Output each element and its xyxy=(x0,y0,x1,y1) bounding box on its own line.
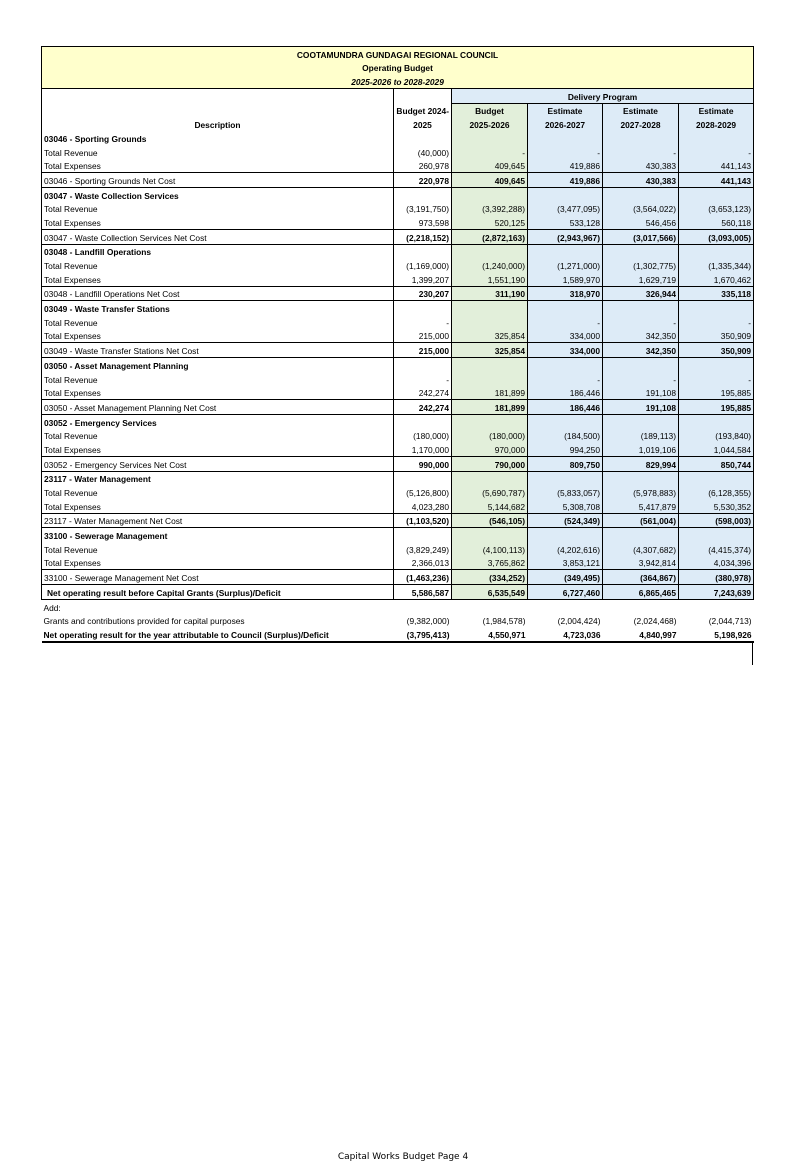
title-row-3 xyxy=(42,74,754,88)
col-est1-head-b: 2026-2027 xyxy=(528,117,603,131)
line-item-value: - xyxy=(603,145,679,159)
net-before-grants-value: 7,243,639 xyxy=(679,585,754,600)
line-item-value: 1,170,000 xyxy=(394,442,452,456)
empty-cell xyxy=(394,244,452,258)
line-item-value xyxy=(452,372,528,386)
net-cost-value: 326,944 xyxy=(603,286,679,301)
empty-cell xyxy=(394,131,452,145)
net-cost-value: 809,750 xyxy=(528,456,603,471)
net-cost-value: 195,885 xyxy=(679,400,754,415)
line-item-value: 181,899 xyxy=(452,386,528,400)
section-heading: 03048 - Landfill Operations xyxy=(42,244,394,258)
line-item-label: Total Expenses xyxy=(42,442,394,456)
empty-cell xyxy=(679,301,754,315)
net-cost-row xyxy=(42,229,754,244)
line-item-label: Total Revenue xyxy=(42,145,394,159)
net-cost-row xyxy=(42,173,754,188)
line-item-label: Total Expenses xyxy=(42,272,394,286)
budget-title: Operating Budget xyxy=(42,61,754,75)
net-cost-value: 350,909 xyxy=(679,343,754,358)
line-item-value: 325,854 xyxy=(452,329,528,343)
col-est1-head-a: Estimate xyxy=(528,103,603,117)
line-item-value: 350,909 xyxy=(679,329,754,343)
empty-cell xyxy=(679,471,754,485)
net-cost-value: (3,093,005) xyxy=(679,229,754,244)
net-cost-value: (3,017,566) xyxy=(603,229,679,244)
net-before-grants-value: 5,586,587 xyxy=(394,585,452,600)
empty-cell xyxy=(528,528,603,542)
net-result-label: Net operating result for the year attributable to Council (Surplus)/Deficit xyxy=(42,627,394,642)
line-item-value: 560,118 xyxy=(679,215,754,229)
col-est3-head-b: 2028-2029 xyxy=(679,117,754,131)
line-item-value: 419,886 xyxy=(528,159,603,173)
line-item-label: Total Expenses xyxy=(42,499,394,513)
line-item-value: 260,978 xyxy=(394,159,452,173)
section-heading-row xyxy=(42,414,754,428)
line-item-value: (1,335,344) xyxy=(679,258,754,272)
line-item-value: 1,629,719 xyxy=(603,272,679,286)
net-cost-value: 829,994 xyxy=(603,456,679,471)
net-cost-value: (1,103,520) xyxy=(394,513,452,528)
line-item-value: 409,645 xyxy=(452,159,528,173)
empty-cell xyxy=(528,358,603,372)
empty-cell xyxy=(679,187,754,201)
net-cost-row xyxy=(42,456,754,471)
line-item-value: 3,942,814 xyxy=(603,556,679,570)
empty-cell xyxy=(603,358,679,372)
empty-cell xyxy=(452,244,528,258)
net-cost-label: 03052 - Emergency Services Net Cost xyxy=(42,456,394,471)
net-cost-value: (349,495) xyxy=(528,570,603,585)
line-item-value: - xyxy=(603,315,679,329)
line-item-value: 3,765,862 xyxy=(452,556,528,570)
line-item-row xyxy=(42,202,754,216)
line-item-value: (193,840) xyxy=(679,429,754,443)
line-item-label: Total Revenue xyxy=(42,542,394,556)
empty-cell xyxy=(452,471,528,485)
line-item-row xyxy=(42,485,754,499)
line-item-value: 3,853,121 xyxy=(528,556,603,570)
empty-cell xyxy=(528,187,603,201)
net-cost-value: 186,446 xyxy=(528,400,603,415)
line-item-value: (5,978,883) xyxy=(603,485,679,499)
line-item-value: (4,415,374) xyxy=(679,542,754,556)
empty-cell xyxy=(452,414,528,428)
line-item-value: (1,169,000) xyxy=(394,258,452,272)
add-row xyxy=(42,599,754,613)
net-cost-value: (364,867) xyxy=(603,570,679,585)
empty-cell xyxy=(679,244,754,258)
net-cost-value: (561,004) xyxy=(603,513,679,528)
capital-grants-value: (1,984,578) xyxy=(482,616,526,627)
empty-cell xyxy=(452,131,528,145)
empty-cell xyxy=(603,244,679,258)
section-heading-row xyxy=(42,471,754,485)
line-item-row xyxy=(42,329,754,343)
net-cost-value: 335,118 xyxy=(679,286,754,301)
line-item-value: - xyxy=(394,315,452,329)
line-item-value: (5,126,800) xyxy=(394,485,452,499)
line-item-value: (5,833,057) xyxy=(528,485,603,499)
operating-budget-sheet xyxy=(41,46,753,643)
page-footer: Capital Works Budget Page 4 xyxy=(337,1152,469,1162)
net-cost-value: (1,463,236) xyxy=(394,570,452,585)
col-budget-2025-head-b: 2025-2026 xyxy=(452,117,528,131)
col-budget-2024-head-b: 2025 xyxy=(394,117,452,131)
section-heading-row xyxy=(42,187,754,201)
header-row-3 xyxy=(42,117,754,131)
net-cost-value: 230,207 xyxy=(394,286,452,301)
capital-grants-value: (9,382,000) xyxy=(406,616,450,627)
line-item-label: Total Revenue xyxy=(42,485,394,499)
line-item-value: (1,302,775) xyxy=(603,258,679,272)
section-heading: 03050 - Asset Management Planning xyxy=(42,358,394,372)
line-item-value: 186,446 xyxy=(528,386,603,400)
empty-cell xyxy=(603,528,679,542)
net-before-grants-label: Net operating result before Capital Grants (Surplus)/Deficit xyxy=(42,585,394,600)
line-item-row xyxy=(42,542,754,556)
net-cost-row xyxy=(42,570,754,585)
net-cost-value: 790,000 xyxy=(452,456,528,471)
line-item-value: - xyxy=(452,145,528,159)
line-item-row xyxy=(42,386,754,400)
line-item-value: 994,250 xyxy=(528,442,603,456)
net-result-value: 4,840,997 xyxy=(603,627,679,642)
line-item-value: - xyxy=(528,372,603,386)
net-result-value: 5,198,926 xyxy=(679,627,754,642)
empty-cell xyxy=(679,358,754,372)
line-item-value: 242,274 xyxy=(394,386,452,400)
net-cost-value: 419,886 xyxy=(528,173,603,188)
line-item-value: 334,000 xyxy=(528,329,603,343)
line-item-value: (4,307,682) xyxy=(603,542,679,556)
line-item-value: (5,690,787) xyxy=(452,485,528,499)
line-item-value: 5,308,708 xyxy=(528,499,603,513)
line-item-value: (4,100,113) xyxy=(452,542,528,556)
line-item-value: 546,456 xyxy=(603,215,679,229)
section-heading: 23117 - Water Management xyxy=(42,471,394,485)
line-item-value: 5,530,352 xyxy=(679,499,754,513)
section-heading: 03052 - Emergency Services xyxy=(42,414,394,428)
line-item-value: (3,829,249) xyxy=(394,542,452,556)
line-item-value: 5,417,879 xyxy=(603,499,679,513)
line-item-value: 430,383 xyxy=(603,159,679,173)
header-row-2 xyxy=(42,103,754,117)
line-item-value: 191,108 xyxy=(603,386,679,400)
empty-cell xyxy=(394,187,452,201)
empty-cell xyxy=(528,131,603,145)
line-item-label: Total Expenses xyxy=(42,386,394,400)
line-item-value: (184,500) xyxy=(528,429,603,443)
line-item-value: 5,144,682 xyxy=(452,499,528,513)
line-item-label: Total Expenses xyxy=(42,159,394,173)
delivery-program-header: Delivery Program xyxy=(452,89,754,104)
right-edge-tick xyxy=(752,643,753,665)
empty-cell xyxy=(603,414,679,428)
capital-grants-row xyxy=(42,614,754,628)
net-cost-label: 03049 - Waste Transfer Stations Net Cost xyxy=(42,343,394,358)
section-heading-row xyxy=(42,244,754,258)
net-before-grants-row xyxy=(42,585,754,600)
net-cost-value: (524,349) xyxy=(528,513,603,528)
line-item-value: (3,477,095) xyxy=(528,202,603,216)
line-item-value: 973,598 xyxy=(394,215,452,229)
net-cost-value: (2,872,163) xyxy=(452,229,528,244)
net-before-grants-value: 6,535,549 xyxy=(452,585,528,600)
net-cost-value: 409,645 xyxy=(452,173,528,188)
net-cost-label: 33100 - Sewerage Management Net Cost xyxy=(42,570,394,585)
line-item-value: - xyxy=(528,315,603,329)
empty-cell xyxy=(679,528,754,542)
title-row-2 xyxy=(42,61,754,75)
section-heading: 03049 - Waste Transfer Stations xyxy=(42,301,394,315)
empty-cell xyxy=(603,471,679,485)
budget-table xyxy=(41,46,754,643)
line-item-row xyxy=(42,442,754,456)
net-cost-value: (334,252) xyxy=(452,570,528,585)
net-cost-label: 03047 - Waste Collection Services Net Cost xyxy=(42,229,394,244)
line-item-value: (3,564,022) xyxy=(603,202,679,216)
line-item-label: Total Expenses xyxy=(42,329,394,343)
net-cost-value: 441,143 xyxy=(679,173,754,188)
line-item-value: (3,191,750) xyxy=(394,202,452,216)
line-item-value: 1,589,970 xyxy=(528,272,603,286)
line-item-row xyxy=(42,145,754,159)
line-item-value: (180,000) xyxy=(452,429,528,443)
empty-cell xyxy=(394,528,452,542)
line-item-value: 2,366,013 xyxy=(394,556,452,570)
empty-cell xyxy=(528,244,603,258)
empty-cell xyxy=(679,414,754,428)
col-budget-2024-head: Budget 2024- xyxy=(394,103,452,117)
line-item-value: - xyxy=(679,372,754,386)
col-est2-head-a: Estimate xyxy=(603,103,679,117)
line-item-value: 533,128 xyxy=(528,215,603,229)
line-item-value: - xyxy=(394,372,452,386)
line-item-row xyxy=(42,315,754,329)
line-item-value: 1,044,584 xyxy=(679,442,754,456)
col-est3-head-a: Estimate xyxy=(679,103,754,117)
line-item-label: Total Revenue xyxy=(42,429,394,443)
line-item-value xyxy=(452,315,528,329)
net-cost-row xyxy=(42,513,754,528)
line-item-value: (1,271,000) xyxy=(528,258,603,272)
net-cost-value: 334,000 xyxy=(528,343,603,358)
line-item-label: Total Revenue xyxy=(42,258,394,272)
line-item-label: Total Revenue xyxy=(42,372,394,386)
empty-cell xyxy=(603,131,679,145)
capital-grants-label: Grants and contributions provided for capital purposes xyxy=(43,616,245,627)
council-name: COOTAMUNDRA GUNDAGAI REGIONAL COUNCIL xyxy=(42,47,754,61)
line-item-value: - xyxy=(679,315,754,329)
line-item-label: Total Expenses xyxy=(42,556,394,570)
net-cost-value: (546,105) xyxy=(452,513,528,528)
line-item-value: 520,125 xyxy=(452,215,528,229)
net-before-grants-value: 6,727,460 xyxy=(528,585,603,600)
line-item-row xyxy=(42,429,754,443)
net-cost-value: 220,978 xyxy=(394,173,452,188)
line-item-value: 1,551,190 xyxy=(452,272,528,286)
section-heading-row xyxy=(42,358,754,372)
section-heading-row xyxy=(42,301,754,315)
empty-cell xyxy=(679,131,754,145)
line-item-value: 215,000 xyxy=(394,329,452,343)
net-cost-label: 03046 - Sporting Grounds Net Cost xyxy=(42,173,394,188)
line-item-value: (3,392,288) xyxy=(452,202,528,216)
line-item-value: - xyxy=(603,372,679,386)
net-before-grants-value: 6,865,465 xyxy=(603,585,679,600)
net-cost-value: 318,970 xyxy=(528,286,603,301)
line-item-row xyxy=(42,272,754,286)
line-item-value: (180,000) xyxy=(394,429,452,443)
line-item-value: (3,653,123) xyxy=(679,202,754,216)
line-item-value: (40,000) xyxy=(394,145,452,159)
line-item-value: 970,000 xyxy=(452,442,528,456)
line-item-label: Total Revenue xyxy=(42,202,394,216)
line-item-value: - xyxy=(679,145,754,159)
empty-cell xyxy=(603,301,679,315)
net-cost-value: 850,744 xyxy=(679,456,754,471)
empty-cell xyxy=(528,301,603,315)
budget-period: 2025-2026 to 2028-2029 xyxy=(42,74,754,88)
line-item-row xyxy=(42,372,754,386)
section-heading: 03047 - Waste Collection Services xyxy=(42,187,394,201)
net-cost-value: 325,854 xyxy=(452,343,528,358)
net-result-value: 4,723,036 xyxy=(528,627,603,642)
net-cost-label: 03050 - Asset Management Planning Net Cost xyxy=(42,400,394,415)
net-cost-value: 242,274 xyxy=(394,400,452,415)
line-item-row xyxy=(42,499,754,513)
line-item-label: Total Revenue xyxy=(42,315,394,329)
empty-cell xyxy=(452,528,528,542)
capital-grants-value: (2,004,424) xyxy=(557,616,601,627)
col-budget-2025-head-a: Budget xyxy=(452,103,528,117)
net-cost-row xyxy=(42,286,754,301)
add-label: Add: xyxy=(43,602,61,613)
net-cost-value: 191,108 xyxy=(603,400,679,415)
empty-cell xyxy=(452,187,528,201)
net-cost-value: (380,978) xyxy=(679,570,754,585)
net-cost-value: 342,350 xyxy=(603,343,679,358)
line-item-value: 1,399,207 xyxy=(394,272,452,286)
line-item-value: (6,128,355) xyxy=(679,485,754,499)
line-item-row xyxy=(42,215,754,229)
line-item-row xyxy=(42,159,754,173)
net-cost-label: 03048 - Landfill Operations Net Cost xyxy=(42,286,394,301)
net-cost-value: (2,943,967) xyxy=(528,229,603,244)
empty-cell xyxy=(452,358,528,372)
net-cost-value: (2,218,152) xyxy=(394,229,452,244)
net-cost-value: (598,003) xyxy=(679,513,754,528)
line-item-value: (189,113) xyxy=(603,429,679,443)
line-item-value: 4,023,280 xyxy=(394,499,452,513)
line-item-value: 441,143 xyxy=(679,159,754,173)
net-cost-value: 311,190 xyxy=(452,286,528,301)
section-heading-row xyxy=(42,131,754,145)
col-est2-head-b: 2027-2028 xyxy=(603,117,679,131)
section-heading: 33100 - Sewerage Management xyxy=(42,528,394,542)
line-item-value: (1,240,000) xyxy=(452,258,528,272)
net-result-row xyxy=(42,627,754,642)
net-cost-row xyxy=(42,343,754,358)
description-header: Description xyxy=(42,117,394,131)
section-heading-row xyxy=(42,528,754,542)
line-item-value: 195,885 xyxy=(679,386,754,400)
empty-cell xyxy=(452,301,528,315)
empty-cell xyxy=(394,358,452,372)
empty-cell xyxy=(603,187,679,201)
line-item-row xyxy=(42,556,754,570)
title-row-1 xyxy=(42,47,754,61)
line-item-value: 1,670,462 xyxy=(679,272,754,286)
line-item-value: 342,350 xyxy=(603,329,679,343)
line-item-value: 1,019,106 xyxy=(603,442,679,456)
net-cost-label: 23117 - Water Management Net Cost xyxy=(42,513,394,528)
net-cost-value: 430,383 xyxy=(603,173,679,188)
net-cost-value: 215,000 xyxy=(394,343,452,358)
net-cost-value: 990,000 xyxy=(394,456,452,471)
net-result-value: (3,795,413) xyxy=(394,627,452,642)
line-item-value: - xyxy=(528,145,603,159)
net-result-value: 4,550,971 xyxy=(452,627,528,642)
empty-cell xyxy=(394,414,452,428)
capital-grants-value: (2,044,713) xyxy=(708,616,752,627)
line-item-value: (4,202,616) xyxy=(528,542,603,556)
empty-cell xyxy=(394,471,452,485)
line-item-value: 4,034,396 xyxy=(679,556,754,570)
empty-cell xyxy=(528,471,603,485)
empty-cell xyxy=(528,414,603,428)
net-cost-row xyxy=(42,400,754,415)
header-row-1 xyxy=(42,89,754,104)
line-item-row xyxy=(42,258,754,272)
capital-grants-value: (2,024,468) xyxy=(633,616,677,627)
section-heading: 03046 - Sporting Grounds xyxy=(42,131,394,145)
net-cost-value: 181,899 xyxy=(452,400,528,415)
empty-cell xyxy=(394,301,452,315)
line-item-label: Total Expenses xyxy=(42,215,394,229)
